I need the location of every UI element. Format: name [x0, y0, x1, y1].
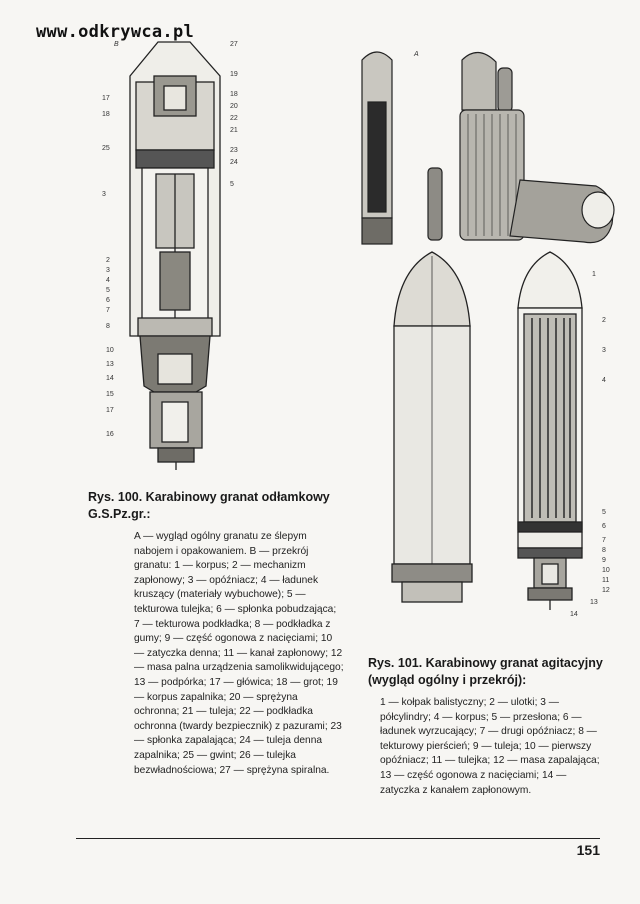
callout-label: 2: [106, 257, 110, 264]
figure-100-left-labels: [102, 95, 114, 438]
callout-label: 3: [106, 267, 110, 274]
callout-label: 16: [106, 431, 114, 438]
figure-100-legend: A — wygląd ogólny granatu ze ślepym nabojem i opakowaniem. B — przekrój granatu: 1 — korpus; 2 — mechanizm zapłonowy; 3 — opóźniacz; 4 — ładunek kruszący (materiały wybuchowe); 5 — tekturowa tulejka; 6 — spłonka pobudzająca; 7 — tekturowa podkładka; 8 — podkładka z gumy; 9 — część ogonowa z nacięciami; 10 — zatyczka denna; 11 — kanał zapłonowy; 12 — masa palna urządzenia samolikwidującego; 13 — podpórka; 17 — główica; 18 — grot; 19 — korpus zapalnika; 20 — sprężyna ochronna; 21 — tuleja; 22 — podkładka ochronna (twardy bezpiecznik) z pazurami; 23 — spłonka zapalająca; 24 — tuleja denna zapalnika; 25 — gwint; 26 — tulejka bezwładnościowa; 27 — sprężyna spiralna.: [134, 531, 344, 776]
callout-label: 23: [230, 147, 238, 154]
figure-101-cross-section: [510, 248, 620, 618]
figure-100-right-labels: [230, 41, 238, 188]
callout-label: 5: [230, 181, 234, 188]
callout-label: 22: [230, 115, 238, 122]
figure-101-legend: 1 — kołpak balistyczny; 2 — ulotki; 3 — półcylindry; 4 — korpus; 5 — przesłona; 6 — ładunek wyrzucający; 7 — drugi opóźniacz; 8 — tekturowy pierścień; 9 — tuleja; 10 — pierwszy opóźniacz; 11 — tulejka; 12 — masa zapalająca; 13 — część ogonowa z nacięciami; 14 — zatyczka z kanałem zapłonowym.: [380, 697, 600, 796]
callout-label: 18: [102, 111, 110, 118]
callout-label: 25: [102, 145, 110, 152]
callout-label: 18: [230, 91, 238, 98]
callout-label: 7: [106, 307, 110, 314]
figure-100-external-view: [350, 40, 630, 255]
watermark-text: www.odkrywca.pl: [36, 22, 195, 42]
figure-100-cross-section: [100, 36, 250, 472]
callout-label: 11: [602, 577, 610, 584]
callout-label: 9: [602, 557, 606, 564]
figure-101-title: Rys. 101. Karabinowy granat agitacyjny (wygląd ogólny i przekrój):: [368, 656, 603, 687]
figure-100-title: Rys. 100. Karabinowy granat odłamkowy G.S.Pz.gr.:: [88, 490, 330, 521]
callout-label: 6: [602, 523, 606, 530]
footer-rule: [76, 838, 600, 839]
callout-label: 5: [106, 287, 110, 294]
callout-label: 10: [106, 347, 114, 354]
callout-label: 24: [230, 159, 238, 166]
callout-label: 14: [570, 611, 578, 618]
callout-label: 5: [602, 509, 606, 516]
callout-label: 27: [230, 41, 238, 48]
callout-label: 3: [102, 191, 106, 198]
panel-b-label: B: [114, 41, 119, 48]
callout-label: 4: [106, 277, 110, 284]
callout-label: 12: [602, 587, 610, 594]
callout-label: 4: [602, 377, 606, 384]
callout-label: 15: [106, 391, 114, 398]
callout-label: 13: [590, 599, 598, 606]
callout-label: 1: [592, 271, 596, 278]
callout-label: 8: [106, 323, 110, 330]
callout-label: 17: [106, 407, 114, 414]
callout-label: 2: [602, 317, 606, 324]
figure-101-general-view: [388, 248, 478, 608]
callout-label: 21: [230, 127, 238, 134]
callout-label: 7: [602, 537, 606, 544]
callout-label: 20: [230, 103, 238, 110]
callout-label: 8: [602, 547, 606, 554]
callout-label: 10: [602, 567, 610, 574]
page-number: 151: [576, 842, 600, 858]
callout-label: 6: [106, 297, 110, 304]
callout-label: 3: [602, 347, 606, 354]
panel-a-label: A: [414, 51, 419, 58]
callout-label: 13: [106, 361, 114, 368]
callout-label: 19: [230, 71, 238, 78]
callout-label: 17: [102, 95, 110, 102]
callout-label: 14: [106, 375, 114, 382]
